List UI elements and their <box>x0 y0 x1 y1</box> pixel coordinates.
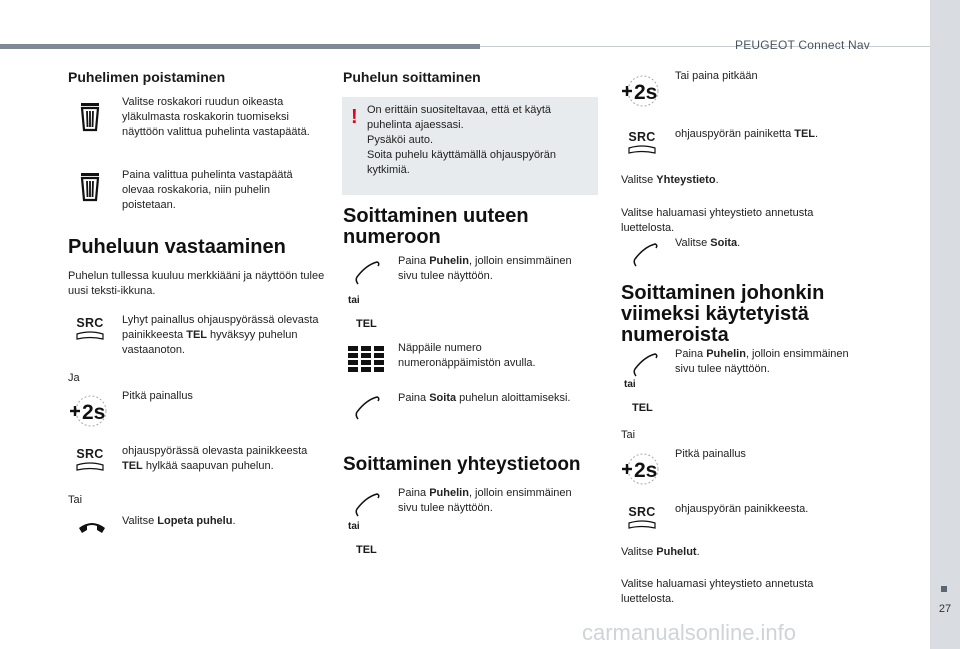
press-phone-text: Paina Puhelin, jolloin ensimmäinen sivu tulee näyttöön. <box>398 255 572 282</box>
make-call-title: Puhelun soittaminen <box>343 69 481 85</box>
trash-icon <box>72 168 108 204</box>
new-number-title: Soittaminen uuteen numeroon <box>343 205 529 248</box>
remove-phone-step2: Paina valittua puhelinta vastapäätä olevaa roskakoria, niin puhelin poistetaan. <box>122 169 293 211</box>
long-press-label: Pitkä painallus <box>675 448 746 460</box>
or-label: tai <box>624 379 636 390</box>
hang-up-icon <box>74 514 110 550</box>
keypad-icon <box>348 346 386 377</box>
phone-icon <box>630 240 666 276</box>
src-button-icon: SRC <box>622 130 662 162</box>
trash-icon <box>72 98 108 134</box>
long-press-2s-icon <box>620 452 660 488</box>
or-label: tai <box>348 521 360 532</box>
page-marker <box>941 586 947 592</box>
select-from-list-text: Valitse haluamasi yhteystieto annetusta luettelosta. <box>621 578 814 605</box>
long-press-or-text: Tai paina pitkään <box>675 70 758 82</box>
hang-up-text: Valitse Lopeta puhelu. <box>122 515 236 527</box>
remove-phone-title: Puhelimen poistaminen <box>68 69 226 85</box>
remove-phone-step1: Valitse roskakori ruudun oikeasta yläkulmasta roskakorin tuomiseksi näyttöön valittua puhelinta vastapäätä. <box>122 96 310 138</box>
page-number: 27 <box>938 603 952 615</box>
phone-icon <box>352 393 388 429</box>
page-side-tab <box>930 0 960 649</box>
tel-label: TEL <box>356 544 377 556</box>
answer-short-press: Lyhyt painallus ohjauspyörässä olevasta painikkeesta TEL hyväksyy puhelun vastaanoton. <box>122 314 319 356</box>
phone-icon <box>352 258 388 294</box>
src-button-icon: SRC <box>70 447 110 479</box>
reject-call-text: ohjauspyörässä olevasta painikkeesta TEL hylkää saapuvan puhelun. <box>122 445 308 472</box>
select-from-list-text: Valitse haluamasi yhteystieto annetusta luettelosta. <box>621 207 814 234</box>
header-brand: PEUGEOT Connect Nav <box>735 38 870 52</box>
src-button-icon: SRC <box>622 505 662 537</box>
or-label: Tai <box>621 429 636 441</box>
select-contacts-text: Valitse Yhteystieto. <box>621 174 719 186</box>
src-button-icon: SRC <box>70 316 110 348</box>
warning-icon: ! <box>351 106 358 128</box>
tel-label: TEL <box>356 318 377 330</box>
safety-note-text: On erittäin suositeltavaa, että et käytä puhelinta ajaessasi. Pysäköi auto. Soita puhelu käyttämällä ohjauspyörän kytkimiä. <box>367 104 556 176</box>
wheel-tel-text: ohjauspyörän painiketta TEL. <box>675 128 819 140</box>
and-label: Ja <box>68 372 80 384</box>
long-press-2s-icon <box>68 394 108 430</box>
press-phone-text: Paina Puhelin, jolloin ensimmäinen sivu tulee näyttöön. <box>398 487 572 514</box>
or-label: tai <box>348 295 360 306</box>
answer-call-intro: Puhelun tullessa kuuluu merkkiääni ja näyttöön tulee uusi teksti-ikkuna. <box>68 270 325 297</box>
press-phone-text: Paina Puhelin, jolloin ensimmäinen sivu tulee näyttöön. <box>675 348 849 375</box>
long-press-label: Pitkä painallus <box>122 390 193 402</box>
select-calls-text: Valitse Puhelut. <box>621 546 700 558</box>
answer-call-title: Puheluun vastaaminen <box>68 236 286 258</box>
press-call-text: Paina Soita puhelun aloittamiseksi. <box>398 392 571 404</box>
contact-call-title: Soittaminen yhteystietoon <box>343 454 581 475</box>
svg-text:2s: 2s <box>634 459 658 482</box>
long-press-2s-icon <box>620 74 660 110</box>
svg-text:2s: 2s <box>82 401 106 424</box>
watermark: carmanualsonline.info <box>582 620 797 645</box>
keypad-text: Näppäile numero numeronäppäimistön avulla. <box>398 342 536 369</box>
svg-text:2s: 2s <box>634 81 658 104</box>
select-call-text: Valitse Soita. <box>675 237 741 249</box>
tel-label: TEL <box>632 402 653 414</box>
or-label: Tai <box>68 494 83 506</box>
header-rule-bar <box>0 44 480 49</box>
wheel-button-text: ohjauspyörän painikkeesta. <box>675 503 809 515</box>
recent-numbers-title: Soittaminen johonkin viimeksi käytetyistä numeroista <box>621 282 825 346</box>
